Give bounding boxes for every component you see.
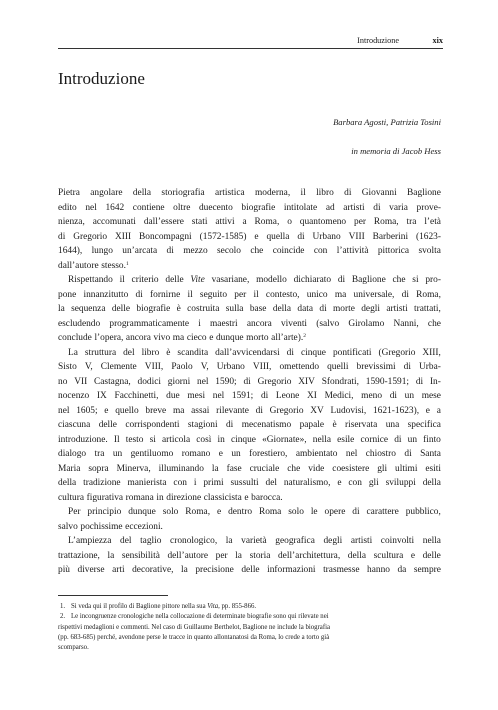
text-line: Rispettando il criterio delle Vite vasariane, modello dichiarato di Baglione che si pro- [68, 275, 441, 285]
footnote-ref: 1 [125, 260, 129, 267]
text-line: edito nel 1642 contiene oltre duecento biografie intitolate ad artisti di varia prove- [58, 202, 441, 213]
text-line: 1644), lungo un’arcata di mezzo secolo che coincide con l’attività pittorica svolta [58, 246, 441, 256]
text-line: dialogo tra un gentiluomo romano e un forestiero, ambientato nel chiostro di Santa [58, 449, 441, 459]
text-line: pone innanzitutto di fornirne il seguito per il contesto, unico ma universale, di Roma, [58, 289, 441, 300]
footnote-divider [58, 595, 168, 596]
text-line: nienza, accomunati dall’essere stati attivi a Roma, o quantomeno per Roma, tra l’età [58, 217, 441, 227]
chapter-title: Introduzione [58, 69, 145, 88]
footnote-ref: 2 [303, 333, 306, 339]
text-line: no VII Castagna, dodici giorni nel 1590; di Gregorio XIV Sfondrati, 1590-1591; di In- [58, 376, 441, 387]
footnote-line: 1. Si veda qui il profilo di Baglione pittore nella sua Vita, pp. 855-866. [58, 602, 443, 612]
text-line: Maria sopra Minerva, illuminando la fase cruciale che vide coesistere gli ultimi esiti [58, 463, 441, 474]
text-line: trattazione, la sensibilità dell’autore per la storia dell’architettura, della scultura e delle [58, 550, 441, 561]
page-number: xix [432, 36, 443, 45]
dedication: in memoria di Jacob Hess [351, 146, 441, 156]
text-line: salvo pochissime eccezioni. [58, 521, 163, 532]
text-line: la sequenza delle biografie è costruita sulla base della data di morte degli artisti trattati, [58, 304, 441, 314]
body-text [58, 186, 441, 578]
footnote-line: rispettivi medaglioni e commenti. Nel caso di Guillaume Berthelot, Baglione ne include la biografia [58, 623, 330, 631]
text-line: nocenzo IX Facchinetti, due mesi nel 1591; di Leone XI Medici, meno di un mese [58, 391, 441, 401]
text-line: più diverse arti decorative, la precisione delle informazioni trasmesse hanno da sempre [58, 565, 441, 575]
footnote-number: 1. [60, 603, 66, 610]
text-line: conclude l’opera, ancora vivo ma cieco e dunque morto all’arte).$^2$ [58, 333, 306, 343]
text-line: dall’autore stesso.$^1$ [58, 260, 129, 271]
footnote-line: (pp. 683-685) perché, avendone perse le tracce in quanto allontanatosi da Roma, lo crede a torto già [58, 633, 330, 641]
text-line: La struttura del libro è scandita dall’avvicendarsi di cinque pontificati (Gregorio XIII, [68, 347, 441, 358]
text-line: L’ampiezza del taglio cronologico, la varietà geografica degli artisti coinvolti nella [68, 536, 441, 546]
text-line: introduzione. Il testo si articola così in cinque «Giornate», nella esile cornice di un finto [58, 434, 441, 445]
footnote-line: scomparso. [58, 644, 89, 652]
text-line: Pietra angolare della storiografia artistica moderna, il libro di Giovanni Baglione [58, 188, 441, 198]
text-line: Per principio dunque solo Roma, e dentro Roma solo le opere di carattere pubblico, [68, 507, 441, 517]
running-head-title: Introduzione [357, 36, 399, 45]
text-line: cultura figurativa romana in direzione classicista e barocca. [58, 492, 283, 503]
text-line: nel 1605; e quello breve ma assai rilevante di Gregorio XV Ludovisi, 1621-1623), e a [58, 405, 441, 416]
footnote-number: 2. [60, 613, 66, 621]
authors: Barbara Agosti, Patrizia Tosini [333, 117, 441, 127]
footnote-line: 2. Le incongruenze cronologiche nella collocazione di determinate biografie sono qui rilevate nei [58, 612, 443, 622]
text-line: ciascuna delle corrispondenti stagioni di mecenatismo papale è riservata una specifica [58, 420, 441, 430]
text-line: Sisto V, Clemente VIII, Paolo V, Urbano VIII, omettendo quelli brevissimi di Urba- [58, 362, 441, 372]
text-line: di Gregorio XIII Boncompagni (1572-1585) e quella di Urbano VIII Barberini (1623- [58, 231, 441, 242]
text-line: escludendo programmaticamente i maestri ancora viventi (salvo Girolamo Nanni, che [58, 318, 441, 329]
text-line: della tradizione manierista con i primi sussulti del naturalismo, e con gli sviluppi della [58, 478, 441, 488]
footnotes [58, 602, 443, 653]
running-head [58, 34, 443, 49]
